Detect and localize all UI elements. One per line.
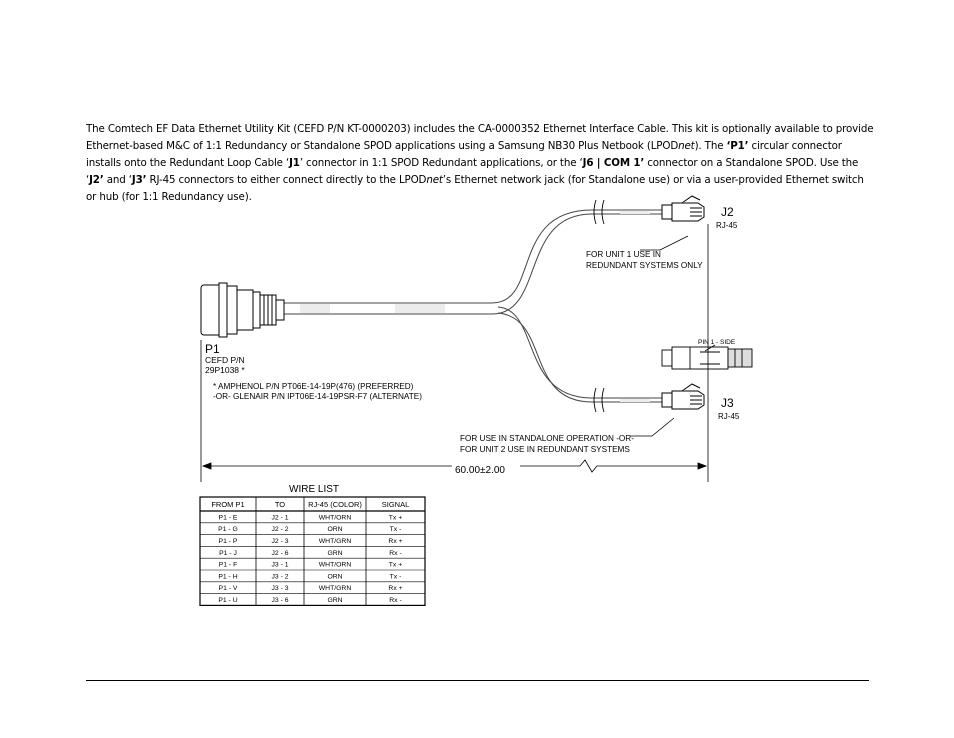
para-j2: J2’ (89, 174, 104, 186)
para-text-2: ). The (694, 140, 727, 152)
pin1-detail-plug-icon (662, 347, 752, 369)
wire-table-cell: WHT/GRN (318, 538, 352, 545)
wire-table-header-cell: SIGNAL (381, 500, 410, 509)
wire-table-cell: J3 - 6 (271, 597, 289, 604)
wire-table-cell: P1 - P (218, 538, 238, 545)
footer-rule (86, 680, 869, 681)
cable-bands (300, 211, 650, 402)
wire-table-cell: P1 - G (218, 526, 238, 534)
wire-table-cell: P1 - E (218, 514, 238, 522)
p1-note-1: * AMPHENOL P/N PT06E-14-19P(476) (PREFERRED) (213, 382, 414, 391)
para-text-1: The Comtech EF Data Ethernet Utility Kit (CEFD P/N KT-0000203) includes the CA-0000352 Ethernet Interface Cable. This kit is optionally available to provide Ethernet-based M&C of 1:1 Redundancy or Standalone SPOD applications using a Samsung NB30 Plus Netbook (LPOD (86, 123, 874, 152)
wire-table-cell: ORN (327, 573, 343, 581)
j2-note-2: REDUNDANT SYSTEMS ONLY (586, 261, 703, 270)
j3-note-1: FOR USE IN STANDALONE OPERATION -OR- (460, 434, 634, 443)
p1-note-2: -OR- GLENAIR P/N IPT06E-14-19PSR-F7 (ALTERNATE) (213, 392, 422, 401)
wire-table-cell: WHT/ORN (318, 561, 352, 569)
wire-table-cell: ORN (327, 526, 343, 534)
para-text-4: ’ connector in 1:1 SPOD Redundant applications, or the ‘ (299, 157, 583, 169)
wire-table-header-cell: TO (274, 500, 286, 509)
j3-type: RJ-45 (718, 412, 740, 421)
wire-table-cell: J3 - 2 (271, 573, 289, 581)
para-text-5: connector on a Standalone SPOD. Use the ‘ (86, 157, 859, 186)
pin1-label: PIN 1 - SIDE (698, 339, 736, 346)
wire-table-cell: Rx + (388, 585, 403, 593)
wire-table-cell: Tx + (388, 514, 403, 522)
p1-label: P1 (205, 342, 220, 356)
wire-table-cell: J2 - 6 (271, 549, 289, 557)
j3-label: J3 (721, 396, 734, 410)
wire-table-cell: J3 - 1 (271, 561, 289, 569)
para-p1: ‘P1’ (726, 140, 749, 152)
wire-table-cell: Rx + (388, 538, 403, 545)
wire-table-cell: P1 - H (218, 573, 238, 581)
j2-label: J2 (721, 205, 734, 219)
wire-list-title: WIRE LIST (289, 484, 340, 495)
para-net-2: net (426, 174, 443, 186)
wire-list-table (200, 497, 425, 605)
wire-table-cell: P1 - J (219, 549, 237, 557)
length-label: 60.00±2.00 (455, 465, 505, 476)
para-net-1: net (678, 140, 695, 152)
wire-table-header-cell: FROM P1 (211, 500, 245, 509)
break-marks (594, 200, 604, 412)
j3-rj45-plug-icon (662, 384, 704, 409)
wire-table-cell: P1 - F (218, 561, 238, 569)
p1-pn-label: CEFD P/N (205, 355, 245, 365)
para-text-6: and ‘ (103, 174, 132, 186)
para-j3: J3’ (131, 174, 147, 186)
para-text-3: circular connector installs onto the Redundant Loop Cable ‘ (86, 140, 842, 169)
wire-table-cell: WHT/ORN (318, 514, 352, 522)
j2-note-1: FOR UNIT 1 USE IN (586, 250, 661, 259)
wire-table-cell: J2 - 1 (271, 514, 289, 522)
para-j1: J1 (289, 157, 300, 169)
wire-table-cell: Rx - (389, 597, 402, 604)
wire-table-cell: Rx - (389, 549, 402, 557)
wire-table-cell: J2 - 2 (271, 526, 289, 534)
para-text-7: RJ-45 connectors to either connect directly to the LPOD (146, 174, 427, 186)
wire-table-cell: WHT/GRN (318, 585, 352, 593)
wire-table-cell: P1 - V (218, 585, 238, 593)
wire-table-cell: Tx + (388, 561, 403, 569)
wire-table-cell: J3 - 3 (271, 585, 289, 593)
wire-table-cell: GRN (327, 597, 343, 604)
j2-rj45-plug-icon (662, 196, 704, 221)
j2-type: RJ-45 (716, 221, 738, 230)
para-j6: J6 | COM 1’ (582, 157, 645, 169)
wire-table-cell: GRN (327, 549, 343, 557)
cable-main (282, 210, 662, 402)
wire-table-cell: Tx - (389, 526, 402, 534)
wire-table-cell: J2 - 3 (271, 538, 289, 545)
para-text-8: ’s Ethernet network jack (for Standalone use) or via a user-provided Ethernet switch or hub (for 1:1 Redundancy use). (86, 174, 864, 203)
wire-table-cell: Tx - (389, 573, 402, 581)
wire-table-cell: P1 - U (218, 597, 238, 604)
j3-note-2: FOR UNIT 2 USE IN REDUNDANT SYSTEMS (460, 445, 630, 454)
p1-connector-icon (201, 283, 284, 337)
wire-table-header-cell: RJ-45 (COLOR) (308, 500, 362, 509)
p1-pn: 29P1038 * (205, 365, 245, 375)
